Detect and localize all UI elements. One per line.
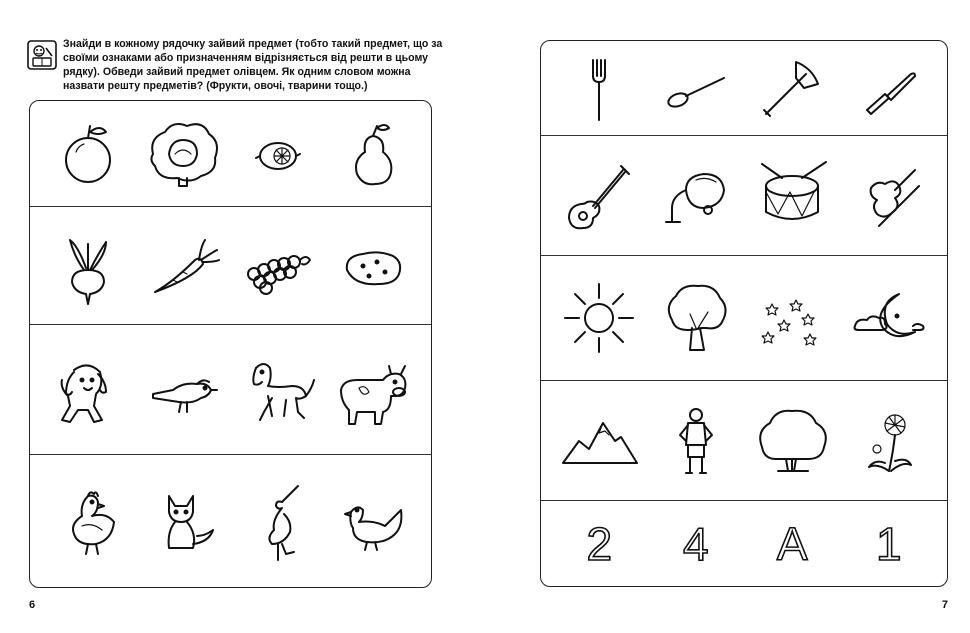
boy-icon[interactable] — [656, 401, 736, 481]
right-row-5 — [541, 501, 947, 586]
hen-icon[interactable] — [48, 482, 128, 562]
dandelion-icon[interactable] — [849, 401, 929, 481]
left-row-2 — [30, 207, 431, 325]
tree-icon[interactable] — [656, 278, 736, 358]
beet-icon[interactable] — [48, 226, 128, 306]
titmouse-icon[interactable] — [143, 350, 223, 430]
dog-icon[interactable] — [48, 350, 128, 430]
moon-icon[interactable] — [849, 278, 929, 358]
heron-icon[interactable] — [238, 482, 318, 562]
left-row-4 — [30, 455, 431, 589]
cow-icon[interactable] — [333, 350, 413, 430]
page-number-left: 6 — [29, 599, 36, 611]
potato-icon[interactable] — [333, 226, 413, 306]
left-row-3 — [30, 325, 431, 455]
task-marker-icon — [27, 40, 57, 70]
vacuum-cleaner-icon[interactable] — [656, 156, 736, 236]
apple-icon[interactable] — [48, 114, 128, 194]
guitar-icon[interactable] — [559, 156, 639, 236]
lemon-icon[interactable] — [238, 114, 318, 194]
mountains-icon[interactable] — [559, 401, 639, 481]
symbol-cell-3[interactable] — [752, 504, 832, 584]
right-row-3 — [541, 256, 947, 381]
pear-icon[interactable] — [333, 114, 413, 194]
violin-icon[interactable] — [849, 156, 929, 236]
right-task-panel — [540, 40, 948, 587]
knife-icon[interactable] — [849, 48, 929, 128]
sun-icon[interactable] — [559, 278, 639, 358]
carrot-icon[interactable] — [143, 226, 223, 306]
page-number-right: 7 — [941, 599, 948, 611]
digit-one: 1 — [875, 517, 902, 570]
cabbage-icon[interactable] — [143, 114, 223, 194]
left-task-panel — [29, 100, 432, 588]
axe-icon[interactable] — [752, 48, 832, 128]
right-row-1 — [541, 41, 947, 136]
digit-two: 2 — [586, 517, 613, 570]
symbol-cell-1[interactable] — [559, 504, 639, 584]
pigeon-icon[interactable] — [333, 482, 413, 562]
spoon-icon[interactable] — [656, 48, 736, 128]
fox-icon[interactable] — [143, 482, 223, 562]
symbol-cell-4[interactable] — [849, 504, 929, 584]
right-row-2 — [541, 136, 947, 256]
bush-icon[interactable] — [752, 401, 832, 481]
grapes-icon[interactable] — [238, 226, 318, 306]
fork-icon[interactable] — [559, 48, 639, 128]
digit-four: 4 — [682, 517, 709, 570]
horse-icon[interactable] — [238, 350, 318, 430]
right-page — [485, 0, 970, 633]
task-instructions: Знайди в кожному рядочку зайвий предмет (тобто такий предмет, що за своїми ознаками або призначенням відрізняється від решти в цьому рядку). Обведи зайвий предмет олівцем. Як одним словом можна назвати решту предметів? (Фрукти, овочі, тварини тощо.) — [63, 38, 443, 92]
letter-a: A — [776, 517, 808, 570]
stars-icon[interactable] — [752, 278, 832, 358]
symbol-cell-2[interactable] — [656, 504, 736, 584]
left-row-1 — [30, 101, 431, 207]
right-row-4 — [541, 381, 947, 501]
drum-icon[interactable] — [752, 156, 832, 236]
